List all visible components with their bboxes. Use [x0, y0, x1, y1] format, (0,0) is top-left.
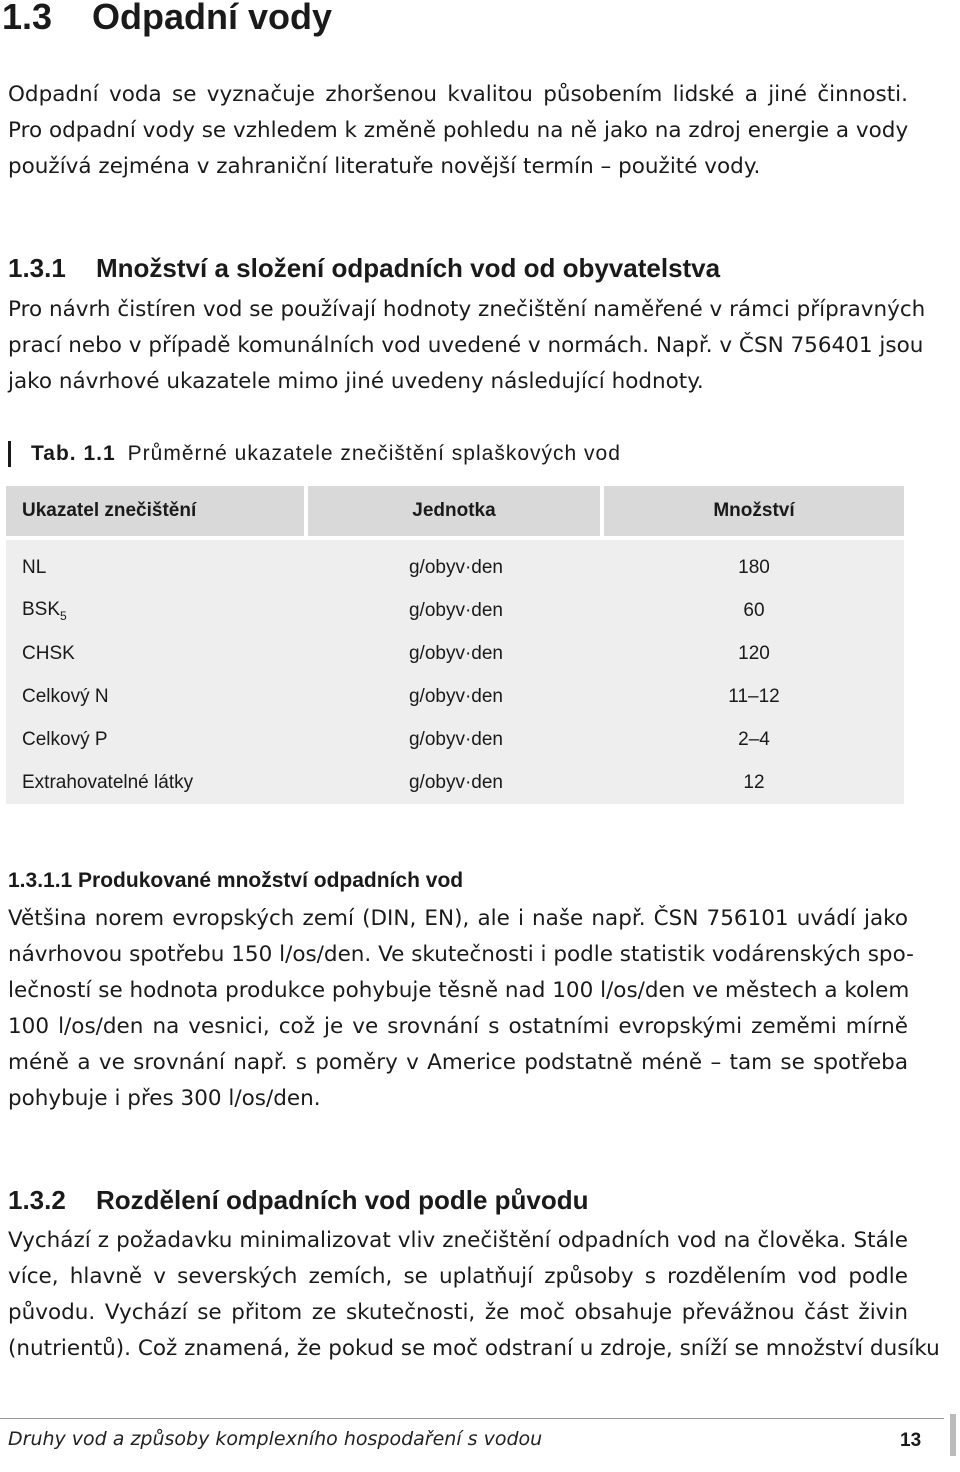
subsection-title: Množství a složení odpadních vod od obyvatelstva — [96, 253, 721, 283]
cell-unit: g/obyv·den — [308, 540, 604, 589]
paragraph-line: 100 l/os/den na vesnici, což je ve srovnání s ostatními evropskými zeměmi mírně — [8, 1014, 908, 1039]
page-number: 13 — [900, 1430, 922, 1451]
cell-unit: g/obyv·den — [308, 718, 604, 761]
paragraph-line: Pro návrh čistíren vod se používají hodnoty znečištění naměřené v rámci přípravných — [8, 297, 926, 322]
paragraph-line: Vychází z požadavku minimalizovat vliv znečištění odpadních vod na člověka. Stále — [8, 1228, 908, 1253]
table-row — [6, 718, 904, 761]
subsection1-paragraph — [8, 292, 926, 400]
subsubsection-heading: 1.3.1.1 Produkované množství odpadních vod — [8, 869, 464, 892]
paragraph-line: návrhovou spotřebu 150 l/os/den. Ve skutečnosti i podle statistik vodárenských spo- — [8, 942, 914, 967]
subsection2-paragraph — [8, 1223, 940, 1367]
cell-indicator: NL — [6, 540, 308, 589]
intro-line: Odpadní voda se vyznačuje zhoršenou kvalitou působením lidské a jiné činnosti. — [8, 82, 908, 107]
cell-value: 2–4 — [604, 718, 904, 761]
section-title-text: Odpadní vody — [92, 0, 333, 37]
paragraph-line: více, hlavně v severských zemích, se uplatňují způsoby s rozdělením vod podle — [8, 1264, 908, 1289]
cell-indicator — [6, 589, 308, 632]
table-row — [6, 589, 904, 632]
paragraph-line: jako návrhové ukazatele mimo jiné uvedeny následující hodnoty. — [8, 369, 704, 394]
cell-value: 11–12 — [604, 675, 904, 718]
paragraph-line: pohybuje i přes 300 l/os/den. — [8, 1086, 321, 1111]
cell-unit: g/obyv·den — [308, 761, 604, 804]
table-caption-text: Průměrné ukazatele znečištění splaškových vod — [127, 442, 621, 465]
section-number: 1.3 — [2, 0, 53, 37]
footer-title: Druhy vod a způsoby komplexního hospodaření s vodou — [8, 1428, 543, 1450]
indicator-subscript: 5 — [60, 608, 67, 623]
footer-divider — [0, 1418, 944, 1419]
table-row — [6, 632, 904, 675]
paragraph-line: (nutrientů). Což znamená, že pokud se moč odstraní u zdroje, sníží se množství dusíku — [8, 1336, 940, 1361]
paragraph-line: lečností se hodnota produkce pohybuje těsně nad 100 l/os/den ve městech a kolem — [8, 978, 910, 1003]
table-row — [6, 761, 904, 804]
column-header: Jednotka — [308, 486, 604, 536]
column-header: Ukazatel znečištění — [6, 486, 308, 536]
table-caption — [8, 438, 621, 470]
caption-bar — [8, 441, 11, 467]
cell-indicator: Celkový P — [6, 718, 308, 761]
cell-value: 60 — [604, 589, 904, 632]
paragraph-line: prací nebo v případě komunálních vod uvedené v normách. Např. v ČSN 756401 jsou — [8, 333, 924, 358]
cell-indicator: Celkový N — [6, 675, 308, 718]
indicator-text: BSK — [22, 598, 61, 620]
paragraph-line: Většina norem evropských zemí (DIN, EN), ale i naše např. ČSN 756101 uvádí jako — [8, 906, 908, 931]
table-row — [6, 675, 904, 718]
subsection-number: 1.3.2 — [8, 1185, 66, 1215]
table-header-row — [6, 486, 904, 536]
cell-unit: g/obyv·den — [308, 675, 604, 718]
cell-unit: g/obyv·den — [308, 632, 604, 675]
table-row — [6, 540, 904, 589]
page-edge-mark — [950, 1414, 956, 1456]
subsection-title: Rozdělení odpadních vod podle původu — [96, 1185, 589, 1215]
section-title — [2, 0, 332, 38]
cell-value: 120 — [604, 632, 904, 675]
intro-paragraph — [8, 77, 908, 185]
paragraph-line: méně a ve srovnání např. s poměry v Americe podstatně méně – tam se spotřeba — [8, 1050, 908, 1075]
column-header: Množství — [604, 486, 904, 536]
table-label: Tab. 1.1 — [31, 442, 116, 465]
subsection-heading-1 — [8, 253, 720, 284]
cell-value: 180 — [604, 540, 904, 589]
cell-indicator: Extrahovatelné látky — [6, 761, 308, 804]
subsection-heading-2 — [8, 1185, 589, 1216]
intro-line: používá zejména v zahraniční literatuře novější termín – použité vody. — [8, 154, 761, 179]
paragraph-line: původu. Vychází se přitom ze skutečnosti, že moč obsahuje převážnou část živin — [8, 1300, 908, 1325]
intro-line: Pro odpadní vody se vzhledem k změně pohledu na ně jako na zdroj energie a vody — [8, 118, 909, 143]
data-table — [6, 486, 904, 804]
subsubsection-paragraph — [8, 901, 914, 1117]
subsection-number: 1.3.1 — [8, 253, 66, 283]
cell-unit: g/obyv·den — [308, 589, 604, 632]
cell-indicator: CHSK — [6, 632, 308, 675]
cell-value: 12 — [604, 761, 904, 804]
